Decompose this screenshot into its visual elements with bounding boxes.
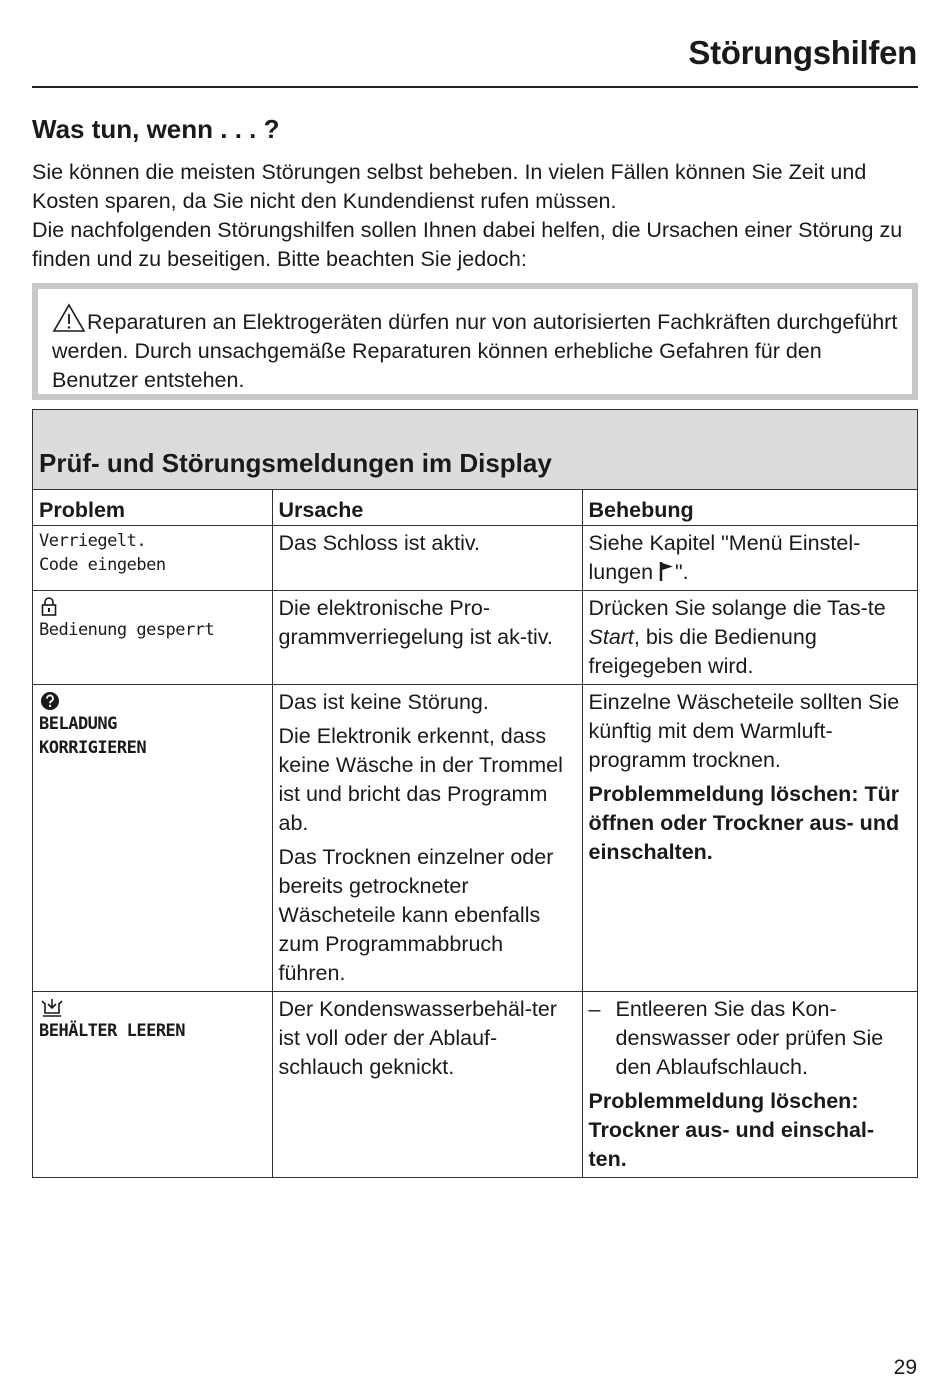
header-divider	[32, 86, 918, 88]
remedy-clear-instruction: Problemmeldung löschen: Trockner aus- und einschal-ten.	[588, 1089, 875, 1171]
remedy-clear-instruction: Problemmeldung löschen: Tür öffnen oder Trockner aus- und einschalten.	[588, 782, 900, 864]
page-header-title: Störungshilfen	[688, 34, 917, 71]
remedy-list-item	[589, 995, 912, 1082]
header-problem: Problem	[33, 490, 272, 526]
cause-paragraph: Das Trocknen einzelner oder bereits getrockneter Wäscheteile kann ebenfalls zum Programmabbruch führen.	[278, 845, 554, 985]
display-message-line: KORRIGIEREN	[39, 738, 147, 758]
page-number: 29	[893, 1356, 917, 1379]
intro-paragraph-2: Die nachfolgenden Störungshilfen sollen Ihnen dabei helfen, die Ursachen einer Störung zu finden und zu beseitigen. Bitte beachten Sie jedoch:	[32, 218, 903, 271]
section-heading: Was tun, wenn . . . ?	[32, 114, 280, 144]
table-row	[33, 591, 917, 685]
remedy-cell	[582, 685, 917, 992]
start-button-reference: Start	[588, 625, 634, 649]
display-message-line: Bedienung gesperrt	[39, 620, 215, 640]
lock-icon	[39, 596, 59, 618]
problem-cell	[33, 591, 272, 685]
remedy-cell	[582, 526, 917, 591]
table-row	[33, 526, 917, 591]
cause-cell	[272, 685, 582, 992]
warning-text: Reparaturen an Elektrogeräten dürfen nur von autorisierten Fachkräften durchgeführt werden. Durch unsachgemäße Reparaturen können erhebliche Gefahren für den Benutzer entstehen.	[52, 310, 898, 392]
remedy-text: Entleeren Sie das Kon-denswasser oder prüfen Sie den Ablaufschlauch.	[615, 997, 884, 1079]
remedy-text: Siehe Kapitel "Menü Einstel-lungen	[588, 531, 861, 584]
display-message-line: Verriegelt.	[39, 531, 147, 551]
cause-paragraph: Das ist keine Störung.	[278, 690, 489, 714]
warning-box	[32, 283, 918, 400]
cause-cell: Das Schloss ist aktiv.	[272, 526, 582, 591]
remedy-text-end: , bis die Bedienung freigegeben wird.	[588, 625, 817, 678]
table-header-row	[33, 490, 917, 526]
question-circle-icon	[39, 690, 61, 712]
cause-paragraph: Die Elektronik erkennt, dass keine Wäsche in der Trommel ist und bricht das Programm ab.	[278, 724, 563, 835]
list-dash: –	[588, 997, 601, 1021]
header-cause: Ursache	[272, 490, 582, 526]
problem-cell	[33, 685, 272, 992]
display-message-line: BELADUNG	[39, 714, 117, 734]
display-message-line: BEHÄLTER LEEREN	[39, 1021, 186, 1041]
flag-icon	[659, 560, 675, 582]
header-remedy: Behebung	[582, 490, 917, 526]
container-empty-icon	[39, 997, 65, 1019]
remedy-cell	[582, 992, 917, 1178]
table-row	[33, 685, 917, 992]
remedy-text-end: ".	[675, 560, 689, 584]
intro-text	[32, 158, 912, 274]
table-row	[33, 992, 917, 1178]
remedy-cell	[582, 591, 917, 685]
cause-cell: Die elektronische Pro-grammverriegelung ist ak-tiv.	[272, 591, 582, 685]
intro-paragraph-1: Sie können die meisten Störungen selbst beheben. In vielen Fällen können Sie Zeit und Kosten sparen, da Sie nicht den Kundendienst rufen müssen.	[32, 160, 867, 213]
table-title: Prüf- und Störungsmeldungen im Display	[33, 410, 917, 490]
cause-cell: Der Kondenswasserbehäl-ter ist voll oder der Ablauf-schlauch geknickt.	[272, 992, 582, 1178]
remedy-text: Einzelne Wäscheteile sollten Sie künftig mit dem Warmluft-programm trocknen.	[588, 690, 900, 772]
warning-triangle-icon	[52, 303, 86, 333]
remedy-text: Drücken Sie solange die Tas-te	[588, 596, 886, 620]
error-messages-table	[32, 409, 918, 1178]
problem-cell	[33, 526, 272, 591]
display-message-line: Code eingeben	[39, 555, 166, 575]
table-grid	[33, 490, 917, 1177]
problem-cell	[33, 992, 272, 1178]
